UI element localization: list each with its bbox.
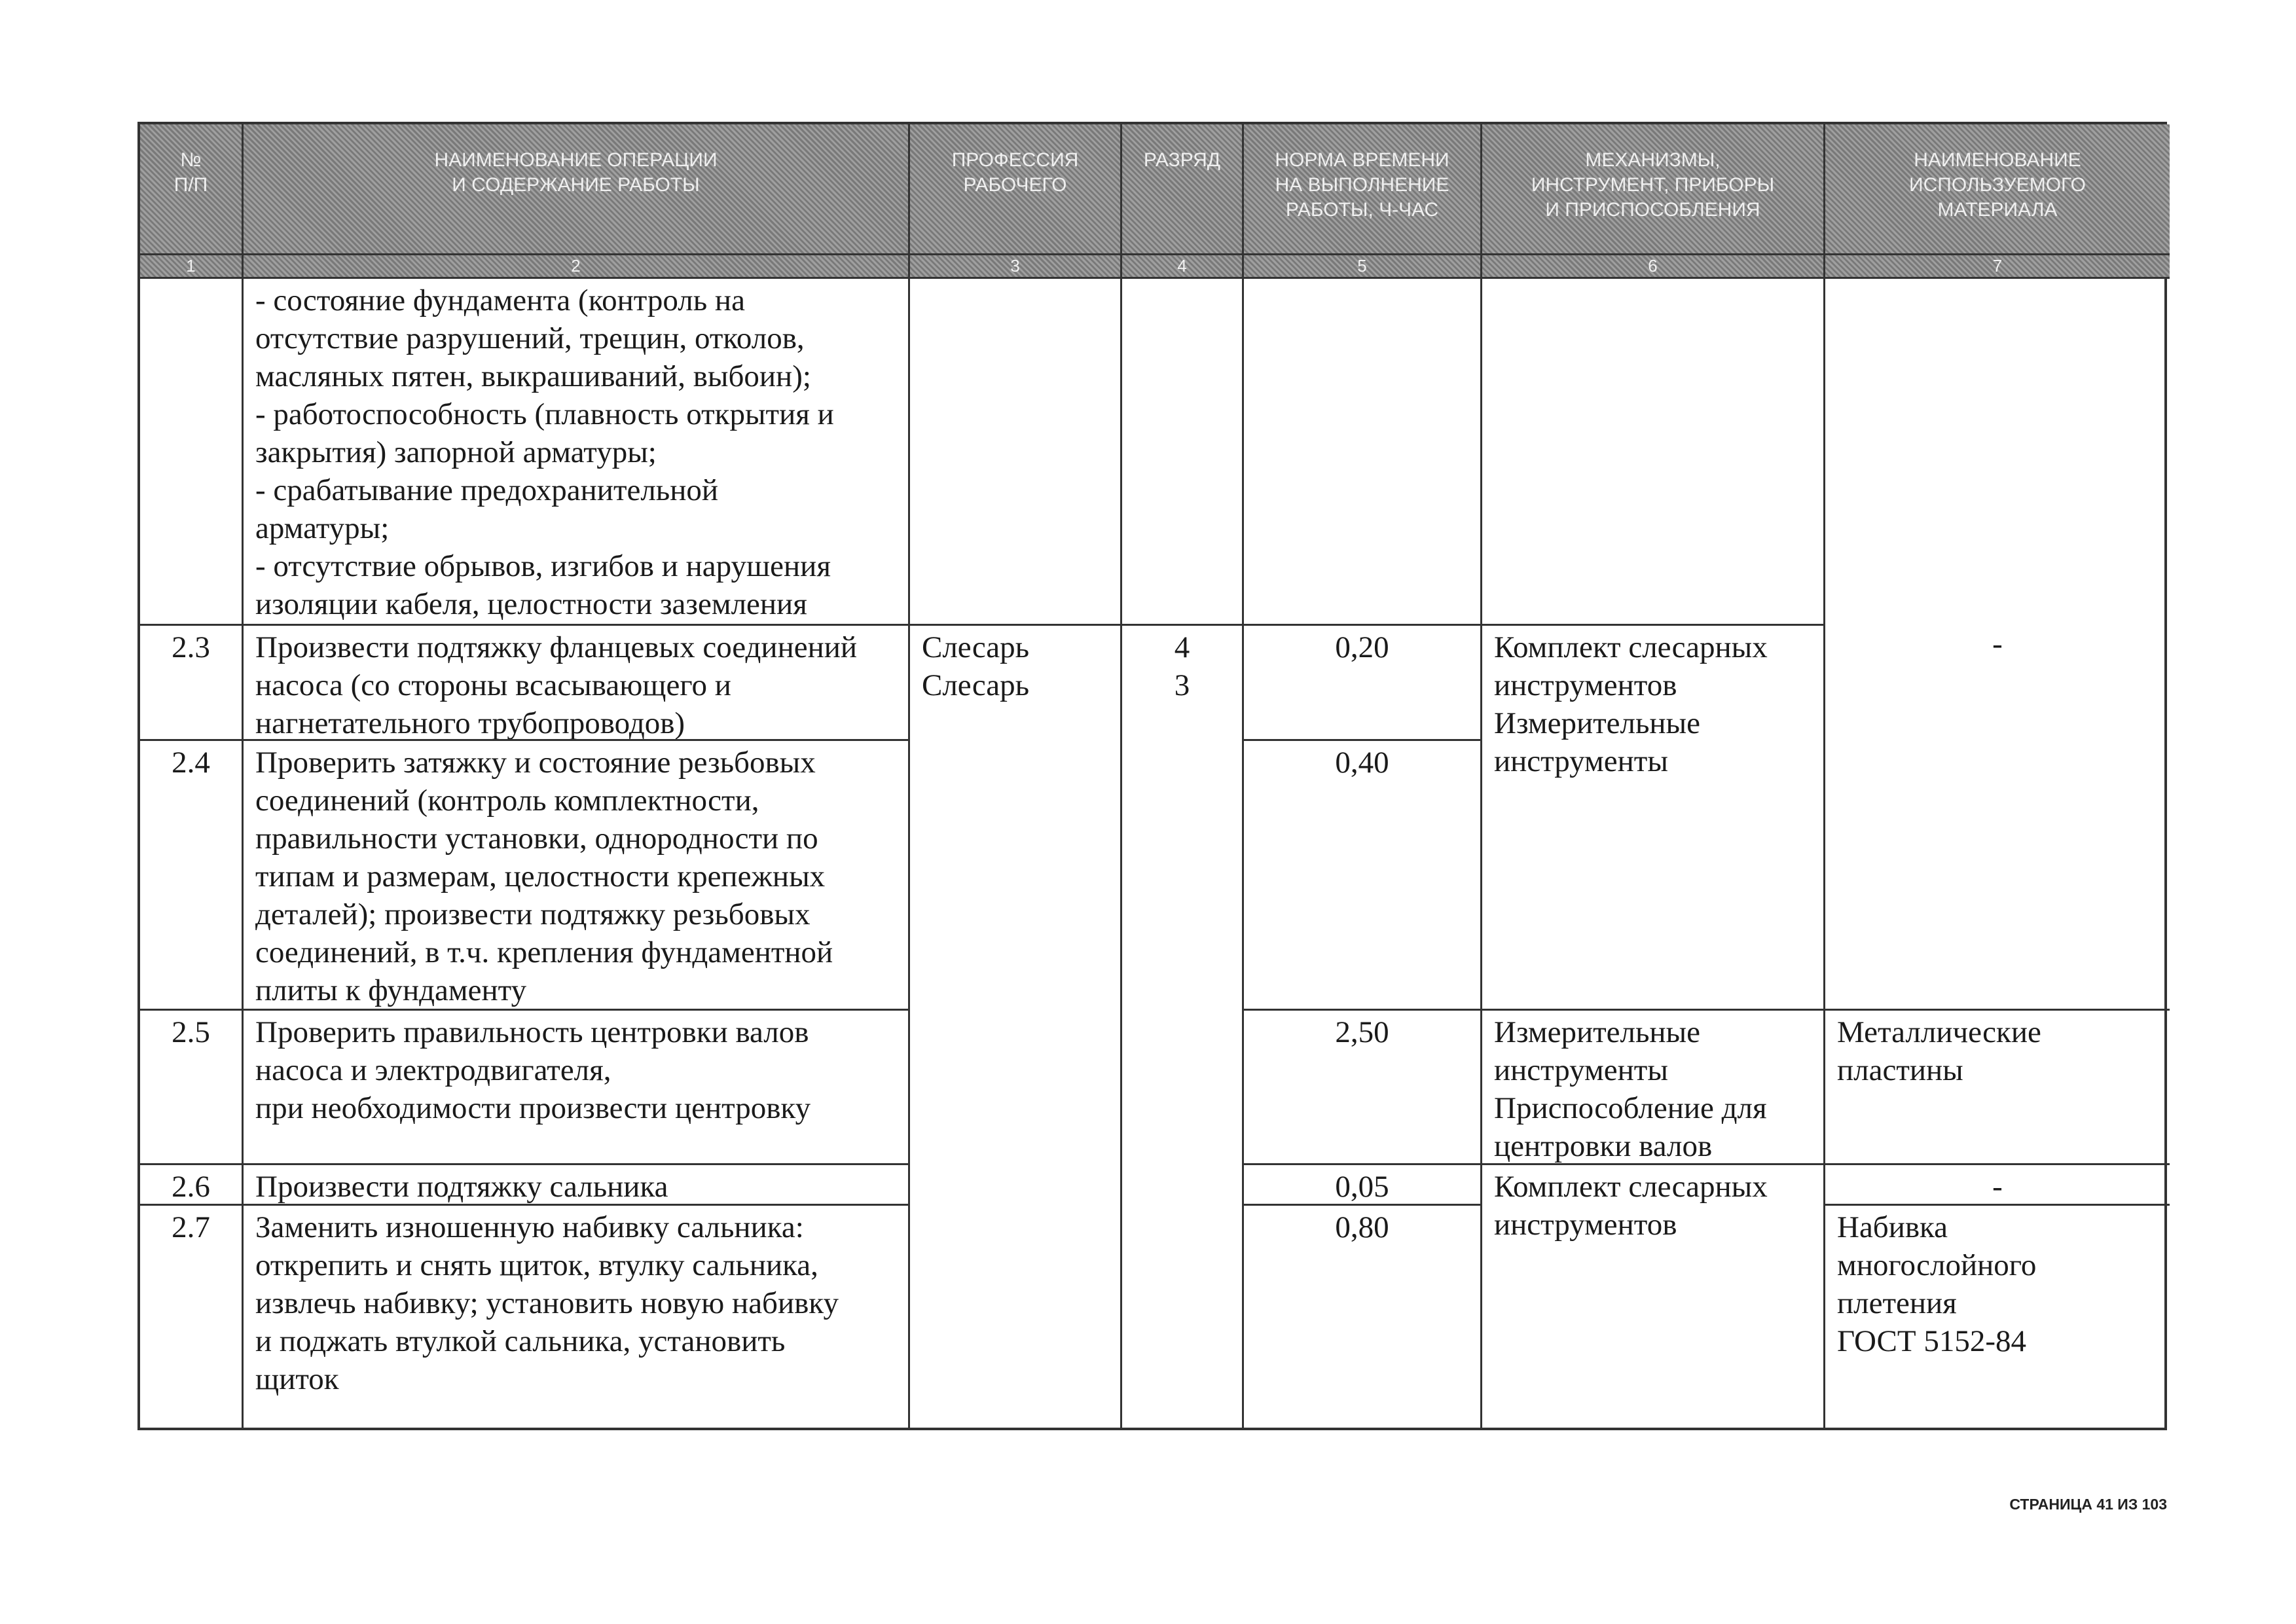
tools-cell: Комплект слесарных инструментов: [1482, 1165, 1825, 1430]
operation-content: Произвести подтяжку сальника: [244, 1165, 910, 1206]
empty-cell: [1244, 279, 1482, 626]
empty-cell: [1122, 279, 1244, 626]
material-cell: Металлические пластины: [1825, 1011, 2170, 1165]
tools-cell: Комплект слесарных инструментов Измерительные инструменты: [1482, 626, 1825, 1011]
row-number: [140, 279, 244, 626]
column-number-7: 7: [1825, 255, 2170, 279]
time-norm-cell: 0,05: [1244, 1165, 1482, 1206]
row-number: 2.7: [140, 1206, 244, 1430]
header-operation: НАИМЕНОВАНИЕ ОПЕРАЦИИ И СОДЕРЖАНИЕ РАБОТЫ: [244, 124, 910, 255]
header-tools: МЕХАНИЗМЫ, ИНСТРУМЕНТ, ПРИБОРЫ И ПРИСПОСОБЛЕНИЯ: [1482, 124, 1825, 255]
work-operations-table: [137, 122, 2167, 1430]
header-material: НАИМЕНОВАНИЕ ИСПОЛЬЗУЕМОГО МАТЕРИАЛА: [1825, 124, 2170, 255]
material-cell: -: [1825, 279, 2170, 1011]
material-cell: Набивка многослойного плетения ГОСТ 5152-84: [1837, 1210, 2037, 1358]
tools-cell: Измерительные инструменты Приспособление для центровки валов: [1482, 1011, 1825, 1165]
operation-content: Проверить правильность центровки валов насоса и электродвигателя, при необходимости произвести центровку: [244, 1011, 910, 1165]
time-norm-cell: 0,20: [1244, 626, 1482, 741]
row-number: 2.6: [140, 1165, 244, 1206]
operation-content: Произвести подтяжку фланцевых соединений насоса (со стороны всасывающего и нагнетательного трубопроводов): [244, 626, 910, 741]
row-number: 2.5: [140, 1011, 244, 1165]
row-number: 2.4: [140, 741, 244, 1011]
empty-cell: [910, 279, 1122, 626]
operation-content: - состояние фундамента (контроль на отсутствие разрушений, трещин, отколов, масляных пятен, выкрашиваний, выбоин); - работоспособность (плавность открытия и закрытия) запорной арматуры; - срабатывание предохранительной арматуры; - отсутствие обрывов, изгибов и нарушения изоляции кабеля, целостности заземления: [244, 279, 910, 626]
row-number: 2.3: [140, 626, 244, 741]
column-number-3: 3: [910, 255, 1122, 279]
column-number-6: 6: [1482, 255, 1825, 279]
column-number-4: 4: [1122, 255, 1244, 279]
column-number-2: 2: [244, 255, 910, 279]
column-number-1: 1: [140, 255, 244, 279]
operation-content: Проверить затяжку и состояние резьбовых соединений (контроль комплектности, правильности установки, однородности по типам и размерам, целостности крепежных деталей); произвести подтяжку резьбовых соединений, в т.ч. крепления фундаментной плиты к фундаменту: [244, 741, 910, 1011]
time-norm-cell: 0,80: [1244, 1206, 1482, 1430]
header-time-norm: НОРМА ВРЕМЕНИ НА ВЫПОЛНЕНИЕ РАБОТЫ, Ч-ЧАС: [1244, 124, 1482, 255]
header-grade: РАЗРЯД: [1122, 124, 1244, 255]
column-number-5: 5: [1244, 255, 1482, 279]
operation-content: Заменить изношенную набивку сальника: открепить и снять щиток, втулку сальника, извлечь набивку; установить новую набивку и поджать втулкой сальника, установить щиток: [244, 1206, 910, 1430]
profession-cell: Слесарь Слесарь: [910, 626, 1122, 1430]
empty-cell: [1482, 279, 1825, 626]
time-norm-cell: 0,40: [1244, 741, 1482, 1011]
material-cell: -: [1825, 1165, 2170, 1206]
grade-cell: 4 3: [1122, 626, 1244, 1430]
time-norm-cell: 2,50: [1244, 1011, 1482, 1165]
header-profession: ПРОФЕССИЯ РАБОЧЕГО: [910, 124, 1122, 255]
header-number: № П/П: [140, 124, 244, 255]
page-number: СТРАНИЦА 41 ИЗ 103: [2009, 1496, 2167, 1513]
